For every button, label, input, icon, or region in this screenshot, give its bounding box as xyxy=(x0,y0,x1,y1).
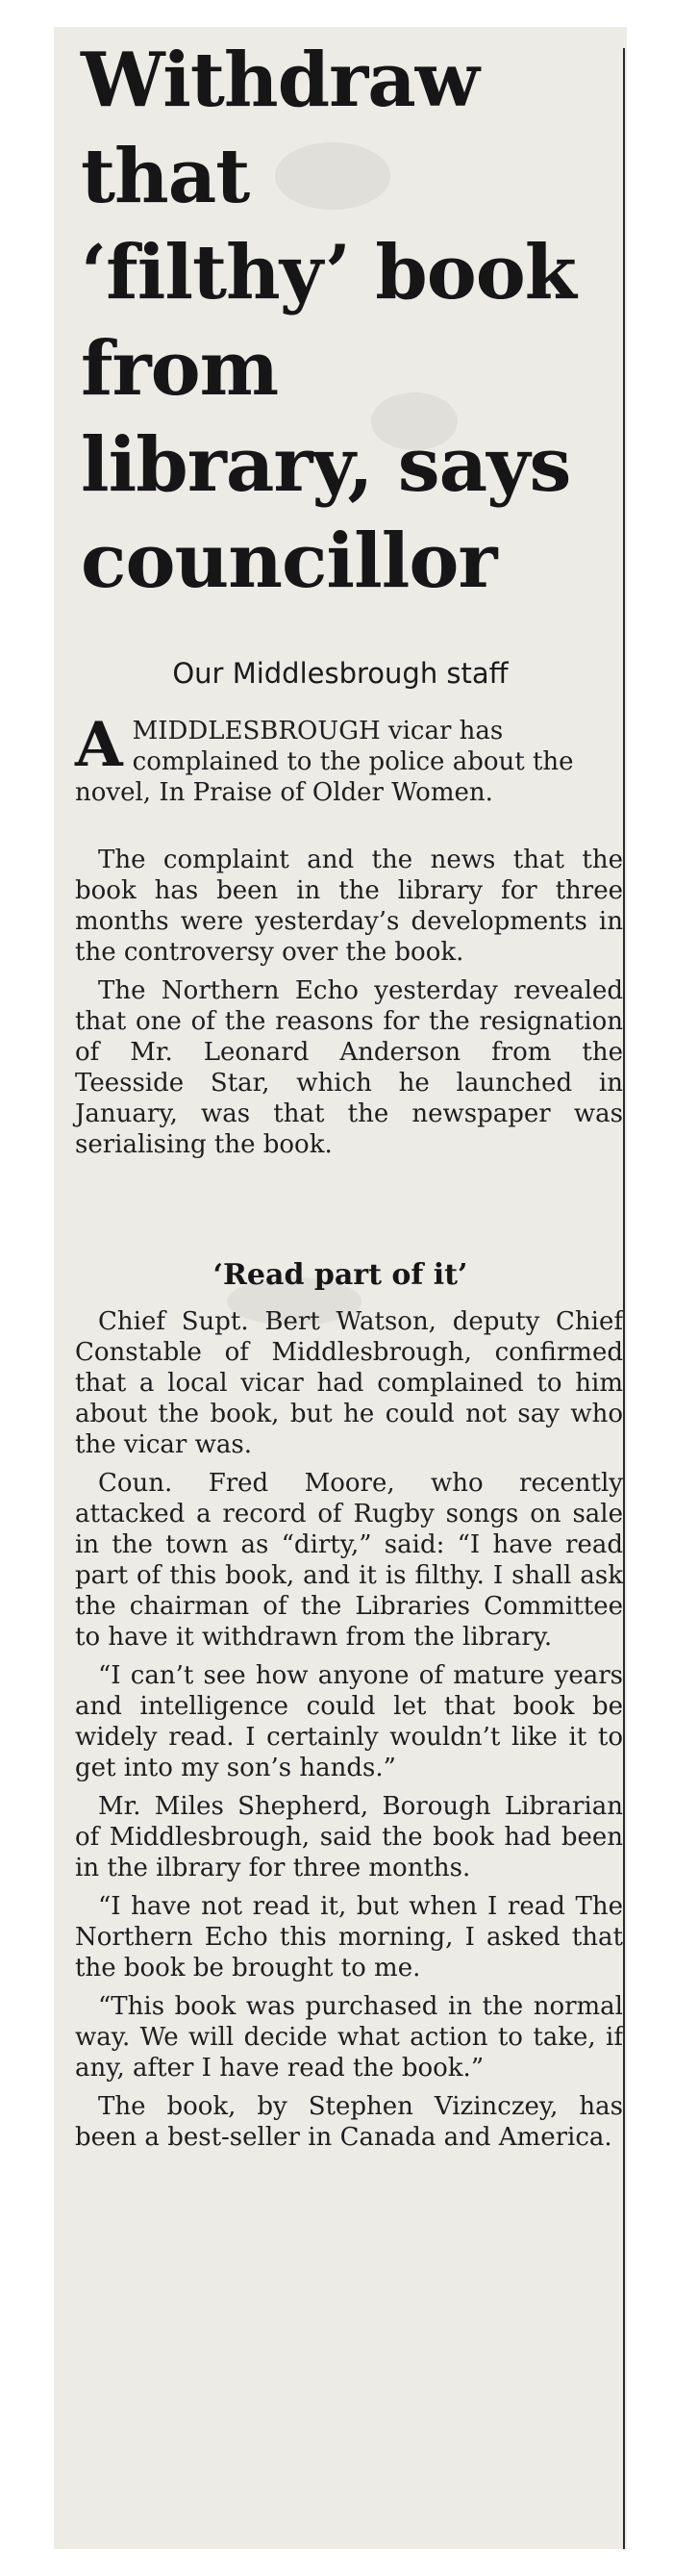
headline-line: councillor xyxy=(81,518,497,605)
body-paragraph: The complaint and the news that the book has been in the library for three months were yesterday’s developments in the controversy over the book. xyxy=(75,846,623,967)
headline-line: Withdraw xyxy=(81,37,479,124)
body-paragraph: Mr. Miles Shepherd, Borough Librarian of Middlesbrough, said the book had been in the ilbrary for three months. xyxy=(75,1792,623,1882)
subheading: ‘Read part of it’ xyxy=(212,1258,468,1292)
lead-text: MIDDLESBROUGH vicar has complained to the police about the novel, In Praise of Older Women. xyxy=(75,717,574,807)
headline-line: that xyxy=(81,133,250,220)
body-section-1 xyxy=(75,845,623,1168)
body-paragraph: “I have not read it, but when I read The Northern Echo this morning, I asked that the book be brought to me. xyxy=(75,1892,623,1983)
body-paragraph: The Northern Echo yesterday revealed that one of the reasons for the resignation of Mr. Leonard Anderson from the Teesside Star, which he launched in January, was that the newspaper was serialising the book. xyxy=(75,976,623,1159)
body-section-2 xyxy=(75,1306,623,2160)
drop-cap: A xyxy=(75,709,123,781)
headline-line: library, says xyxy=(81,421,571,509)
body-paragraph: Chief Supt. Bert Watson, deputy Chief Constable of Middlesbrough, confirmed that a local vicar had complained to him about the book, but he could not say who the vicar was. xyxy=(75,1307,623,1459)
lead-paragraph xyxy=(75,709,623,808)
headline-line: from xyxy=(81,325,279,413)
headline-line: ‘filthy’ book xyxy=(81,229,576,316)
body-paragraph: Coun. Fred Moore, who recently attacked a record of Rugby songs on sale in the town as “dirty,” said: “I have read part of this book, and it is filthy. I shall ask the chairman of the Libraries Committee to have it withdrawn from the library. xyxy=(75,1469,623,1652)
headline xyxy=(81,33,619,610)
body-paragraph: “I can’t see how anyone of mature years and intelligence could let that book be widely read. I certainly wouldn’t like it to get into my son’s hands.” xyxy=(75,1661,623,1782)
byline: Our Middlesbrough staff xyxy=(172,657,509,690)
body-paragraph: The book, by Stephen Vizinczey, has been a best-seller in Canada and America. xyxy=(75,2092,623,2152)
body-paragraph: “This book was purchased in the normal way. We will decide what action to take, if any, after I have read the book.” xyxy=(75,1992,623,2083)
column-rule xyxy=(623,48,625,2549)
newspaper-clipping xyxy=(54,27,627,2549)
